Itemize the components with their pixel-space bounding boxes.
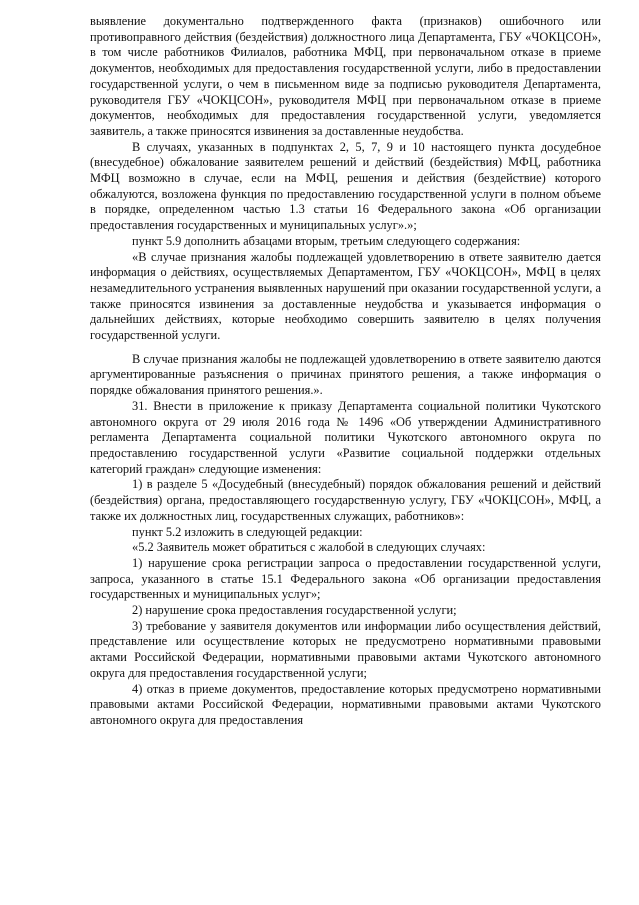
paragraph-7: 1) в разделе 5 «Досудебный (внесудебный) порядок обжалования решений и действий (бездействия) органа, предоставляющего государственную услугу, ГБУ «ЧОКЦСОН», МФЦ, а также их должностных лиц, государственных служащих, работников»: <box>90 477 601 523</box>
paragraph-4: «В случае признания жалобы подлежащей удовлетворению в ответе заявителю дается информация о действиях, осуществляемых Департаментом, ГБУ «ЧОКЦСОН», МФЦ в целях незамедлительного устранения выявленных нарушений при оказании государственной услуги, а также приносятся извинения за доставленные неудобства и указывается информация о дальнейших действиях, которые необходимо совершить заявителю в целях получения государственной услуги. <box>90 249 601 343</box>
paragraph-2: В случаях, указанных в подпунктах 2, 5, 7, 9 и 10 настоящего пункта досудебное (внесудебное) обжалование заявителем решений и действий (бездействия) МФЦ, работника МФЦ возможно в случае, если на МФЦ, решения и действия (бездействие) которого обжалуются, возложена функция по предоставлению государственной услуги в полном объеме в порядке, определенном частью 1.3 статьи 16 Федерального закона «Об организации предоставления государственных и муниципальных услуг».»; <box>90 139 601 233</box>
paragraph-13: 4) отказ в приеме документов, предоставление которых предусмотрено нормативными правовыми актами Российской Федерации, нормативными правовыми актами Чукотского автономного округа для предоставления <box>90 681 601 727</box>
paragraph-11: 2) нарушение срока предоставления государственной услуги; <box>132 603 457 618</box>
paragraph-3: пункт 5.9 дополнить абзацами вторым, третьим следующего содержания: <box>132 233 521 248</box>
document-page <box>90 14 601 729</box>
paragraph-9: «5.2 Заявитель может обратиться с жалобой в следующих случаях: <box>132 540 486 555</box>
paragraph-8: пункт 5.2 изложить в следующей редакции: <box>132 524 363 539</box>
paragraph-10: 1) нарушение срока регистрации запроса о предоставлении государственной услуги, запроса, указанного в статье 15.1 Федерального закона «Об организации предоставления государственных и муниципальных услуг»; <box>90 555 601 602</box>
paragraph-12: 3) требование у заявителя документов или информации либо осуществления действий, представление или осуществление которых не предусмотрено нормативными правовыми актами Российской Федерации, нормативными правовыми актами Чукотского автономного округа для предоставления государственной услуги; <box>90 618 601 680</box>
paragraph-6: 31. Внести в приложение к приказу Департамента социальной политики Чукотского автономного округа от 29 июля 2016 года № 1496 «Об утверждении Административного регламента Департамента социальной политики Чукотского автономного округа по предоставлению государственной услуги «Развитие социальной поддержки отдельных категорий граждан» следующие изменения: <box>90 398 601 476</box>
paragraph-5: В случае признания жалобы не подлежащей удовлетворению в ответе заявителю даются аргументированные разъяснения о причинах принятого решения, а также информация о порядке обжалования принятого решения.». <box>90 351 601 398</box>
paragraph-1: выявление документально подтвержденного факта (признаков) ошибочного или противоправного действия (бездействия) должностного лица Департамента, ГБУ «ЧОКЦСОН», в том числе работников Филиалов, работника МФЦ, при первоначальном отказе в приеме документов, необходимых для предоставления государственной услуги, либо в предоставлении государственной услуги, о чем в письменном виде за подписью руководителя Департамента, руководителя ГБУ «ЧОКЦСОН», руководителя МФЦ при первоначальном отказе в приеме документов, необходимых для предоставления государственной услуги, уведомляется заявитель, а также приносятся извинения за доставленные неудобства. <box>90 14 601 138</box>
